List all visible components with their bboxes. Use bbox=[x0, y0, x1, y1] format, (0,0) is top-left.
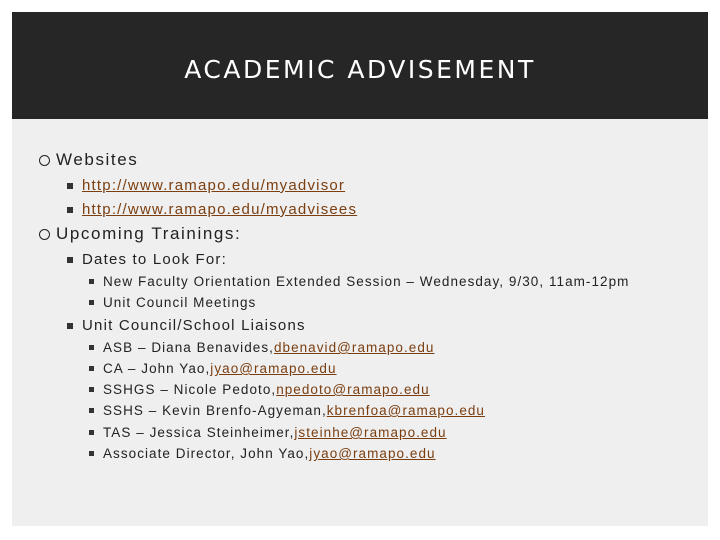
title-bar bbox=[12, 12, 708, 119]
square-bullet-icon bbox=[89, 430, 94, 435]
liaison-text: Associate Director, John Yao, bbox=[103, 446, 310, 461]
email-link[interactable]: jsteinhe@ramapo.edu bbox=[294, 425, 447, 440]
myadvisor-link[interactable]: http://www.ramapo.edu/myadvisor bbox=[82, 177, 346, 194]
dates-heading-item bbox=[67, 251, 227, 268]
email-link[interactable]: npedoto@ramapo.edu bbox=[276, 382, 430, 397]
square-bullet-icon bbox=[89, 366, 94, 371]
list-item bbox=[89, 340, 434, 355]
list-item bbox=[67, 177, 345, 194]
list-item bbox=[89, 382, 430, 397]
list-item bbox=[89, 403, 485, 418]
websites-heading: Websites bbox=[56, 150, 139, 169]
liaison-text: SSHS – Kevin Brenfo-Agyeman, bbox=[103, 403, 327, 418]
orientation-text: New Faculty Orientation Extended Session – Wednesday, 9/30, 11am-12pm bbox=[103, 274, 630, 289]
email-link[interactable]: jyao@ramapo.edu bbox=[210, 361, 337, 376]
list-item bbox=[89, 274, 629, 289]
circle-bullet-icon bbox=[39, 155, 50, 166]
email-link[interactable]: kbrenfoa@ramapo.edu bbox=[326, 403, 485, 418]
email-link[interactable]: dbenavid@ramapo.edu bbox=[273, 340, 435, 355]
dates-heading: Dates to Look For: bbox=[82, 251, 227, 268]
list-item bbox=[89, 361, 337, 376]
liaison-text: TAS – Jessica Steinheimer, bbox=[103, 425, 295, 440]
myadvisees-link[interactable]: http://www.ramapo.edu/myadvisees bbox=[82, 201, 358, 218]
square-bullet-icon bbox=[89, 387, 94, 392]
upcoming-trainings-heading: Upcoming Trainings: bbox=[56, 224, 242, 243]
square-bullet-icon bbox=[67, 183, 73, 189]
square-bullet-icon bbox=[89, 408, 94, 413]
square-bullet-icon bbox=[67, 207, 73, 213]
list-item bbox=[89, 446, 436, 461]
slide bbox=[12, 12, 708, 526]
council-meetings-text: Unit Council Meetings bbox=[103, 295, 257, 310]
square-bullet-icon bbox=[67, 323, 73, 329]
list-item bbox=[89, 295, 256, 310]
bullet-upcoming-trainings bbox=[39, 224, 241, 244]
circle-bullet-icon bbox=[39, 229, 50, 240]
bullet-websites bbox=[39, 150, 138, 170]
liaisons-heading-item bbox=[67, 317, 306, 334]
email-link[interactable]: jyao@ramapo.edu bbox=[309, 446, 436, 461]
square-bullet-icon bbox=[89, 279, 94, 284]
square-bullet-icon bbox=[89, 451, 94, 456]
square-bullet-icon bbox=[89, 345, 94, 350]
liaison-text: CA – John Yao, bbox=[103, 361, 211, 376]
list-item bbox=[89, 425, 447, 440]
liaisons-heading: Unit Council/School Liaisons bbox=[82, 317, 306, 334]
list-item bbox=[67, 201, 357, 218]
square-bullet-icon bbox=[89, 300, 94, 305]
liaison-text: SSHGS – Nicole Pedoto, bbox=[103, 382, 277, 397]
square-bullet-icon bbox=[67, 257, 73, 263]
liaison-text: ASB – Diana Benavides, bbox=[103, 340, 274, 355]
slide-title: ACADEMIC ADVISEMENT bbox=[184, 55, 536, 84]
